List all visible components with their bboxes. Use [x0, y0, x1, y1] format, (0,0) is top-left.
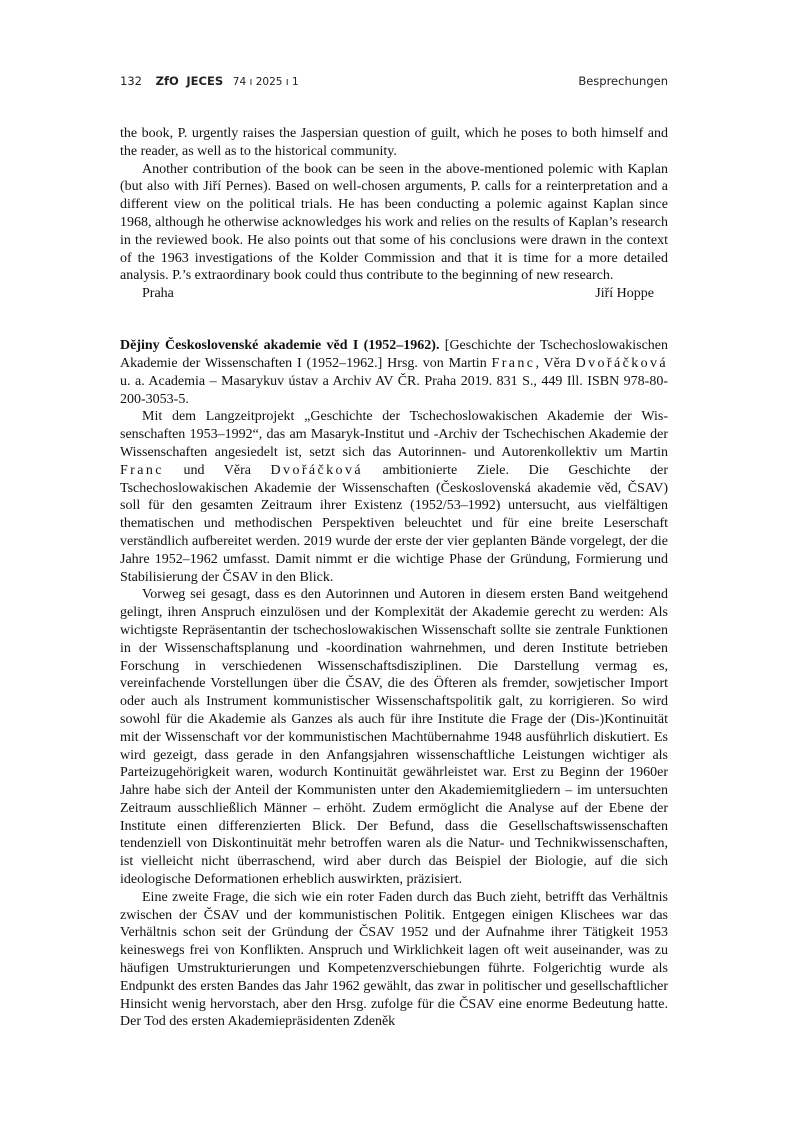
- review-separator: [120, 303, 668, 337]
- page-number: 132: [120, 74, 142, 88]
- header-left: [120, 74, 299, 88]
- journal-subtitle: JECES: [186, 74, 224, 88]
- review2-biblio-part3: u. a. Academia – Masarykuv ústav a Archiv AV ČR. Praha 2019. 831 S., 449 Ill. ISBN 978-80-200-3053-5.: [120, 373, 668, 407]
- review2-paragraph-2: Vorweg sei gesagt, dass es den Autorinnen und Autoren in diesem ersten Band weitgehend gelingt, ihren Anspruch einzulösen und der Komplexität der Akademie gerecht zu werden: Als wichtigste Repräsentantin der tschechoslowakischen Wissenschaft sollte sie zentrale Funktionen in der Wissenschaftsplanung und -koordination wahrnehmen, und deren Institute betrieben Forschung in verschiedenen Wissenschaftsdisziplinen. Die Darstellung vermag es, vereinfachende Vorstellungen über die ČSAV, die des Öfteren als fremder, sowjetischer Import oder auch als Instrument kommunistischer Wissenschaftspolitik galt, zu korrigieren. So wird sowohl für die Akademie als Ganzes als auch für ihre Institute die Frage der (Dis-)Kontinuität mit der Wissenschaft vor der kommunistischen Machtübernahme 1948 ausführlich diskutiert. Es wird gezeigt, dass gerade in den Anfangsjahren wissenschaftliche Leistungen wichtiger als Parteizugehörigkeit waren, wodurch Kontinuität gewährleistet war. Erst zu Beginn der 1960er Jahre habe sich der Anteil der Kommunisten unter den Akademiemitgliedern – im untersuchten Zeitraum ausschließlich Männer – erhöht. Zudem ermöglicht die Analyse auf der Ebene der Institute einen differenzierten Blick. Der Befund, dass die Gesellschaftswissenschaften tendenziell von Diskontinuität mehr betroffen waren als die Natur- und Technikwissenschaften, ist vielleicht nicht überraschend, wird aber durch das Beispiel der Biologie, auf die sich ideologische Deformationen erheblich auswirkten, präzisiert.: [120, 587, 668, 888]
- review2-paragraph-1: [120, 408, 668, 586]
- review1-city: Praha: [142, 286, 174, 302]
- review2-citation: [120, 337, 668, 408]
- review2-paragraph-1-editor2: Dvořáčková: [270, 462, 363, 478]
- review2-editor1-surname: Franc: [491, 355, 536, 371]
- review2-paragraph-1-editor1: Franc: [120, 462, 164, 478]
- review2-editor2-surname: Dvořáčková: [575, 355, 669, 371]
- review2-title: Dějiny Československé akademie věd I (1952–1962).: [120, 338, 440, 354]
- review1-paragraph-2: Another contribution of the book can be seen in the above-mentioned polemic with Kaplan (but also with Jiří Pernes). Based on well-chosen arguments, P. calls for a reinterpretation and a different view on the political trials. He has been conducting a polemic against Kaplan since 1968, although he otherwise acknowledges his work and relies on the results of Kaplan’s research in the reviewed book. He also points out that some of his conclusions were drawn in the context of the 1963 investigations of the Kolder Commission and that it is time for a more detailed analysis. P.’s extraordinary book could thus contribute to the beginning of new research.: [120, 161, 668, 284]
- journal-name: ZfO: [155, 74, 179, 88]
- review1-paragraph-1: the book, P. urgently raises the Jaspersian question of guilt, which he poses to both himself and the reader, as well as to the historical community.: [120, 126, 668, 159]
- review2-paragraph-1-text-b: und Věra: [163, 462, 271, 478]
- review2-paragraph-1-text-c: ambitionierte Ziele. Die Geschichte der Tschechoslowakischen Akademie der Wissenschaften (Československá akademie věd, ČSAV) soll für den gesamten Zeitraum ihrer Existenz (1952/53–1992) untersucht, aus vielfältigen thematischen und methodischen Perspektiven beleuchtet und für eine breite Leserschaft verständlich aufbereitet werden. 2019 wurde der erste der vier geplanten Bände vorgelegt, der die Jahre 1952–1962 umfasst. Damit nimmt er die wichtige Phase der Gründung, Formierung und Stabilisierung der ČSAV in den Blick.: [120, 462, 668, 585]
- review2-biblio-part2: , Věra: [535, 355, 576, 371]
- running-header: [120, 74, 668, 90]
- review1-author: Jiří Hoppe: [595, 286, 654, 302]
- review2-paragraph-3: Eine zweite Frage, die sich wie ein roter Faden durch das Buch zieht, betrifft das Verhältnis zwischen der ČSAV und der kommunistischen Politik. Entgegen einigen Klischees war das Verhältnis schon seit der Gründung der ČSAV 1952 und der Aufnahme ihrer Tätigkeit 1953 keineswegs frei von Konflikten. Anspruch und Wirklichkeit lagen oft weit auseinander, was zu häufigen Umstrukturierungen und Kompetenzverschiebungen führte. Folgerichtig wurde als Endpunkt des ersten Bandes das Jahr 1962 gewählt, das zwar in politischer und gesellschaftlicher Hinsicht wenig hervorstach, aber den Hrsg. zufolge für die ČSAV eine enorme Bedeutung hatte. Der Tod des ersten Akademiepräsidenten Zdeněk: [120, 889, 668, 1030]
- page-body: [120, 125, 668, 1031]
- review2-paragraph-1-text-a: Mit dem Langzeitprojekt „Geschichte der Tschechoslowakischen Akademie der Wissenschaften 1953–1992“, das am Masaryk-Institut und -Archiv der Tschechischen Akademie der Wissenschaften angesiedelt ist, setzt sich das Autorinnen- und Autorenkollektiv um Martin: [120, 409, 668, 460]
- section-name: Besprechungen: [578, 74, 668, 88]
- journal-volume: 74 ı 2025 ı 1: [232, 76, 299, 88]
- review1-signoff: [120, 285, 668, 303]
- review2-biblio-part1: [Geschichte der Tschechoslowakischen Akademie der Wissenschaften I (1952–1962.] Hrsg. von Martin: [120, 338, 668, 371]
